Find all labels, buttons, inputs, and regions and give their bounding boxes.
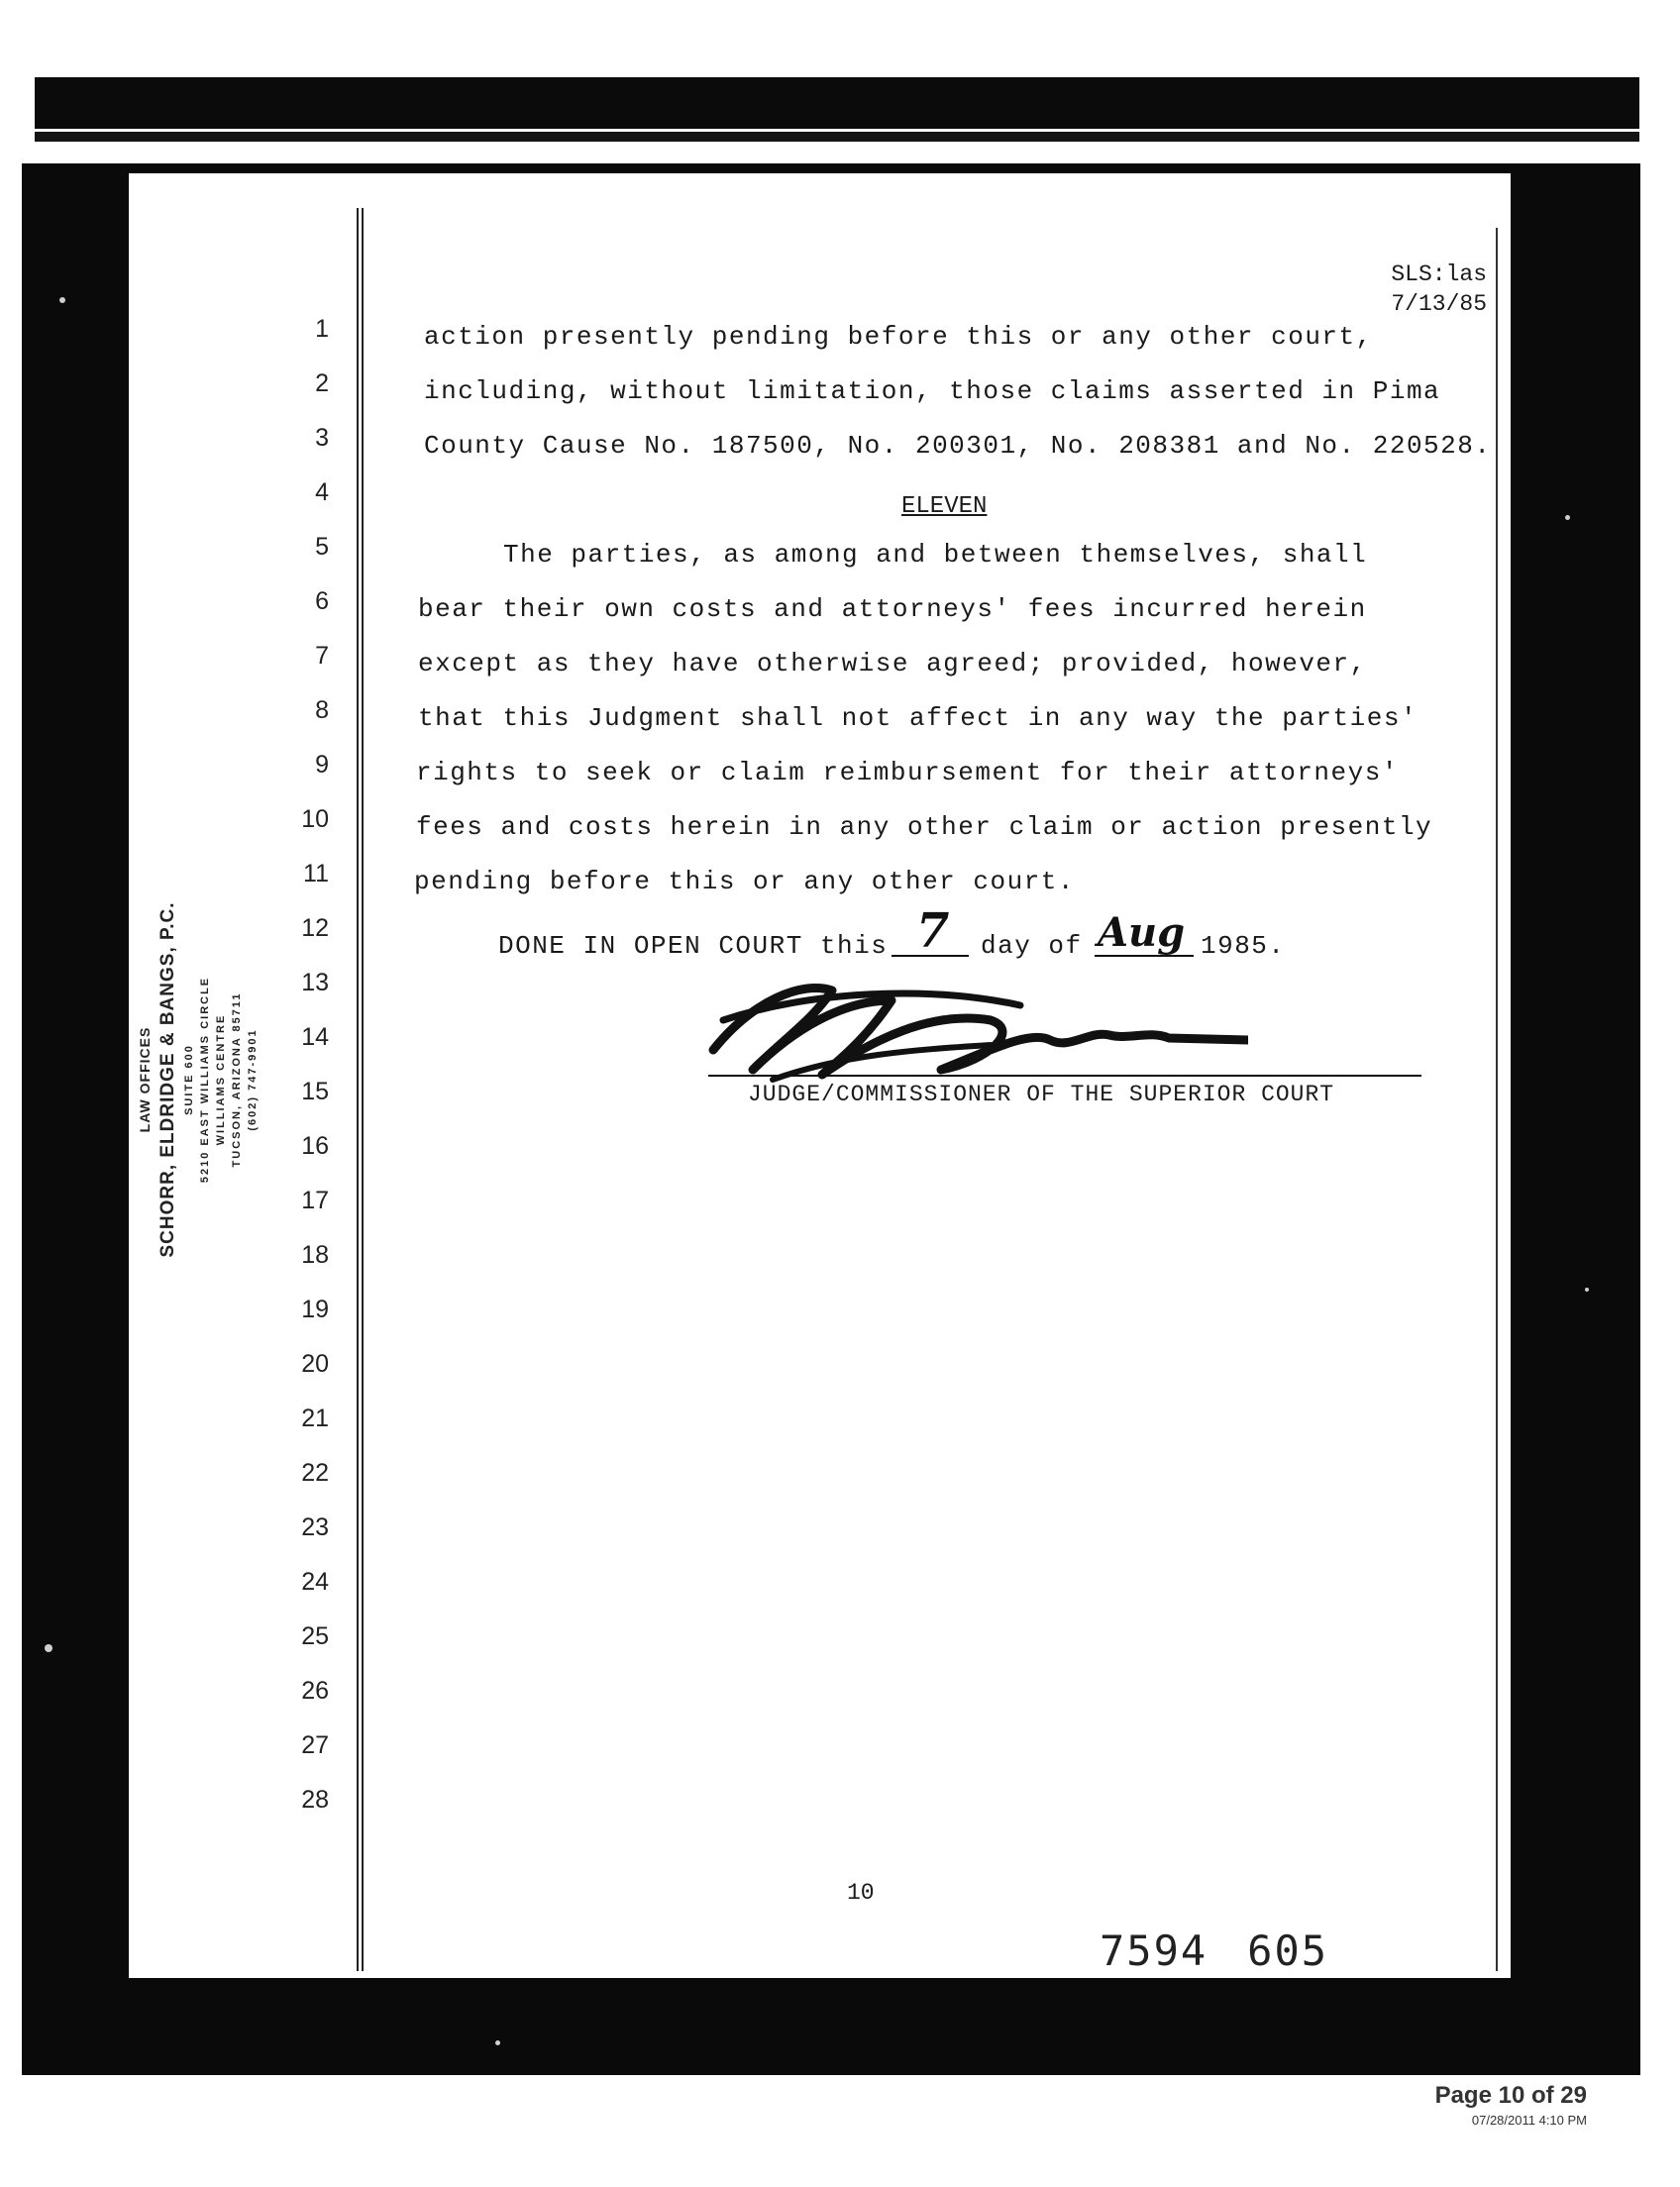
done-year: 1985. [1201,931,1286,961]
law-firm-block [135,901,262,1257]
line-number: 6 [315,587,329,615]
body-line: fees and costs herein in any other claim or action presently [416,812,1433,842]
section-heading: ELEVEN [901,493,988,520]
firm-suite: SUITE 600 [183,1044,196,1115]
reference-date: 7/13/85 [1391,291,1487,317]
scan-speck [495,2040,500,2045]
right-margin-rule [1496,228,1498,1971]
line-number: 8 [315,696,329,724]
handwritten-month: Aug [1098,909,1186,956]
body-line: bear their own costs and attorneys' fees incurred herein [418,594,1367,624]
line-number: 9 [315,751,329,779]
scan-top-rule [35,132,1639,142]
pleading-margin-rule [357,208,364,1971]
scan-top-border [35,77,1639,129]
body-line: including, without limitation, those claims asserted in Pima [424,376,1441,406]
line-number: 14 [301,1023,329,1051]
line-number: 16 [301,1132,329,1160]
line-number: 4 [315,478,329,506]
body-line: pending before this or any other court. [414,867,1075,896]
recording-page: 605 [1247,1927,1329,1975]
line-number: 5 [315,533,329,561]
line-number: 11 [303,860,329,887]
firm-street: 5210 EAST WILLIAMS CIRCLE [199,976,212,1184]
scan-speck [59,297,65,303]
done-prefix: DONE IN OPEN COURT this [498,931,889,961]
body-line: action presently pending before this or any other court, [424,322,1373,352]
line-number: 12 [301,914,329,942]
firm-name: SCHORR, ELDRIDGE & BANGS, P.C. [158,901,179,1258]
body-line: that this Judgment shall not affect in any way the parties' [418,703,1418,733]
line-number: 15 [301,1078,329,1105]
print-timestamp: 07/28/2011 4:10 PM [1471,2113,1587,2128]
done-mid: day of [981,931,1083,961]
scan-speck [45,1644,52,1652]
reference-initials: SLS:las [1391,261,1487,287]
page-counter: Page 10 of 29 [1434,2082,1587,2109]
line-number: 24 [301,1568,329,1596]
line-number: 13 [301,969,329,996]
firm-phone: (602) 747-9901 [246,1028,259,1131]
line-number: 21 [301,1405,329,1432]
firm-building: WILLIAMS CENTRE [214,1013,227,1146]
line-number: 27 [301,1731,329,1759]
line-number: 22 [301,1459,329,1487]
handwritten-day: 7 [916,903,950,959]
firm-heading: LAW OFFICES [137,1026,154,1133]
line-number: 23 [301,1513,329,1541]
body-line: except as they have otherwise agreed; provided, however, [418,649,1367,678]
line-number: 18 [301,1241,329,1269]
scan-speck [1585,1288,1589,1292]
recording-stamp [1100,1927,1328,1975]
body-line: rights to seek or claim reimbursement for their attorneys' [416,758,1399,787]
reference-block [1391,260,1487,319]
line-number: 1 [315,315,329,343]
line-number: 28 [301,1786,329,1814]
line-number: 26 [301,1677,329,1705]
scan-speck [1565,515,1570,520]
judge-signature [693,961,1248,1099]
line-number: 10 [301,805,329,833]
page-number: 10 [847,1880,875,1906]
body-line: The parties, as among and between themselves, shall [503,540,1368,570]
recording-book: 7594 [1100,1927,1208,1975]
signature-line [708,1075,1421,1077]
body-line: County Cause No. 187500, No. 200301, No. 208381 and No. 220528. [424,431,1492,461]
line-number: 7 [315,642,329,670]
line-number: 2 [315,369,329,397]
line-number: 3 [315,424,329,452]
line-number: 19 [301,1296,329,1323]
line-number: 17 [301,1187,329,1214]
line-number: 25 [301,1622,329,1650]
signature-caption: JUDGE/COMMISSIONER OF THE SUPERIOR COURT [748,1082,1335,1107]
firm-city: TUCSON, ARIZONA 85711 [230,991,243,1168]
line-number: 20 [301,1350,329,1378]
